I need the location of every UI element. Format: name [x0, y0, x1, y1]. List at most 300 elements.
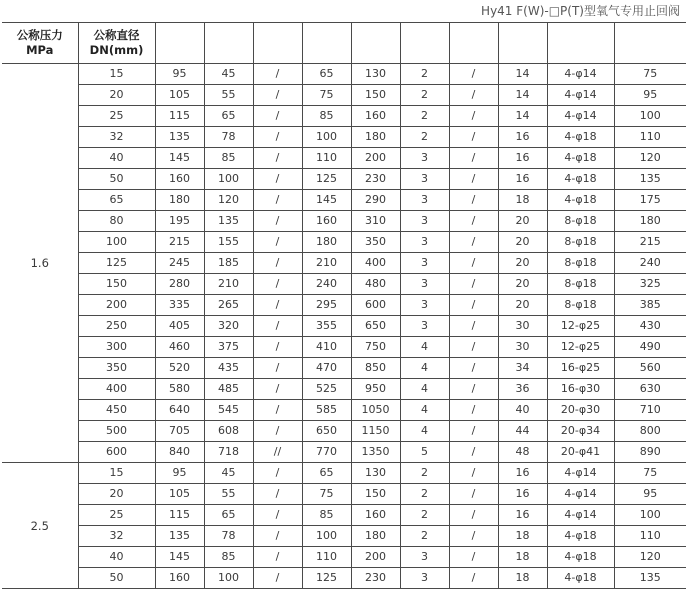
table-cell: 430: [614, 316, 686, 337]
table-cell: /: [253, 568, 302, 589]
table-cell: 20: [498, 295, 547, 316]
table-cell: 4: [400, 421, 449, 442]
table-cell: 608: [204, 421, 253, 442]
table-cell: 180: [614, 211, 686, 232]
diameter-cell: 50: [78, 568, 155, 589]
pressure-header-label: 公称压力: [16, 28, 63, 42]
table-cell: 135: [614, 169, 686, 190]
table-cell: 4-φ18: [547, 190, 614, 211]
table-cell: 1350: [351, 442, 400, 463]
table-cell: /: [449, 547, 498, 568]
diameter-header: [78, 23, 155, 64]
diameter-cell: 300: [78, 337, 155, 358]
diameter-cell: 20: [78, 484, 155, 505]
table-cell: /: [253, 211, 302, 232]
table-cell: 200: [351, 148, 400, 169]
table-cell: 65: [302, 463, 351, 484]
table-row: [2, 358, 686, 379]
table-cell: 150: [351, 484, 400, 505]
table-row: [2, 85, 686, 106]
table-cell: 18: [498, 190, 547, 211]
table-row: [2, 127, 686, 148]
table-cell: 16-φ25: [547, 358, 614, 379]
table-cell: 490: [614, 337, 686, 358]
table-cell: 160: [302, 211, 351, 232]
table-row: [2, 421, 686, 442]
diameter-cell: 25: [78, 106, 155, 127]
table-cell: 3: [400, 211, 449, 232]
table-cell: 55: [204, 85, 253, 106]
table-cell: 480: [351, 274, 400, 295]
table-cell: 150: [351, 85, 400, 106]
table-cell: 115: [155, 505, 204, 526]
table-cell: 85: [204, 148, 253, 169]
table-cell: /: [253, 379, 302, 400]
table-cell: 200: [351, 547, 400, 568]
table-cell: 75: [302, 484, 351, 505]
table-cell: 4: [400, 379, 449, 400]
table-cell: 750: [351, 337, 400, 358]
table-cell: 20-φ34: [547, 421, 614, 442]
table-cell: 16-φ30: [547, 379, 614, 400]
table-row: [2, 484, 686, 505]
table-cell: /: [449, 211, 498, 232]
blank-header: [614, 23, 686, 64]
table-cell: 44: [498, 421, 547, 442]
table-cell: 16: [498, 169, 547, 190]
table-cell: 520: [155, 358, 204, 379]
table-cell: 2: [400, 106, 449, 127]
table-cell: 20: [498, 211, 547, 232]
table-cell: 75: [614, 463, 686, 484]
table-cell: /: [449, 568, 498, 589]
table-cell: /: [253, 337, 302, 358]
diameter-cell: 500: [78, 421, 155, 442]
table-cell: 4-φ14: [547, 505, 614, 526]
diameter-cell: 80: [78, 211, 155, 232]
table-cell: 3: [400, 190, 449, 211]
table-cell: 160: [351, 505, 400, 526]
table-cell: 100: [614, 505, 686, 526]
table-cell: /: [253, 190, 302, 211]
table-row: [2, 526, 686, 547]
table-cell: 120: [204, 190, 253, 211]
table-cell: 95: [155, 463, 204, 484]
table-cell: /: [253, 85, 302, 106]
table-cell: 3: [400, 547, 449, 568]
table-cell: /: [253, 400, 302, 421]
table-cell: 8-φ18: [547, 211, 614, 232]
table-cell: 40: [498, 400, 547, 421]
table-cell: //: [253, 442, 302, 463]
table-cell: 95: [614, 484, 686, 505]
table-cell: 85: [302, 505, 351, 526]
table-cell: 18: [498, 547, 547, 568]
blank-header: [204, 23, 253, 64]
table-cell: /: [253, 316, 302, 337]
table-cell: 100: [302, 127, 351, 148]
pressure-header: [2, 23, 78, 64]
table-cell: /: [449, 106, 498, 127]
table-cell: 4-φ18: [547, 127, 614, 148]
table-cell: 4: [400, 337, 449, 358]
table-row: [2, 211, 686, 232]
table-cell: 20-φ30: [547, 400, 614, 421]
table-cell: 3: [400, 169, 449, 190]
table-row: [2, 505, 686, 526]
table-cell: 100: [204, 568, 253, 589]
table-cell: 20-φ41: [547, 442, 614, 463]
table-row: [2, 547, 686, 568]
table-cell: 110: [614, 526, 686, 547]
table-cell: 16: [498, 505, 547, 526]
table-cell: 65: [302, 64, 351, 85]
table-cell: /: [253, 358, 302, 379]
table-cell: /: [253, 169, 302, 190]
diameter-cell: 100: [78, 232, 155, 253]
table-cell: 485: [204, 379, 253, 400]
table-cell: 800: [614, 421, 686, 442]
table-cell: 125: [302, 568, 351, 589]
diameter-cell: 15: [78, 64, 155, 85]
table-cell: /: [449, 85, 498, 106]
table-cell: 4-φ18: [547, 568, 614, 589]
table-cell: 545: [204, 400, 253, 421]
table-cell: 770: [302, 442, 351, 463]
table-row: [2, 568, 686, 589]
table-cell: 3: [400, 316, 449, 337]
table-row: [2, 379, 686, 400]
blank-header: [449, 23, 498, 64]
table-cell: 8-φ18: [547, 274, 614, 295]
diameter-cell: 65: [78, 190, 155, 211]
table-cell: 290: [351, 190, 400, 211]
table-cell: 950: [351, 379, 400, 400]
table-cell: 125: [302, 169, 351, 190]
table-row: [2, 253, 686, 274]
table-cell: 100: [302, 526, 351, 547]
diameter-cell: 400: [78, 379, 155, 400]
diameter-header-label: 公称直径: [93, 28, 140, 42]
table-cell: 295: [302, 295, 351, 316]
table-cell: 240: [302, 274, 351, 295]
table-cell: 355: [302, 316, 351, 337]
table-cell: 135: [155, 526, 204, 547]
table-cell: 110: [302, 547, 351, 568]
table-cell: 405: [155, 316, 204, 337]
table-cell: 1050: [351, 400, 400, 421]
diameter-cell: 40: [78, 547, 155, 568]
table-cell: 180: [351, 526, 400, 547]
table-cell: 245: [155, 253, 204, 274]
table-cell: /: [449, 316, 498, 337]
diameter-cell: 350: [78, 358, 155, 379]
table-cell: 280: [155, 274, 204, 295]
table-cell: 120: [614, 148, 686, 169]
diameter-cell: 32: [78, 127, 155, 148]
table-cell: /: [449, 358, 498, 379]
table-cell: /: [449, 232, 498, 253]
table-cell: 130: [351, 463, 400, 484]
diameter-cell: 50: [78, 169, 155, 190]
diameter-cell: 32: [78, 526, 155, 547]
table-cell: 4-φ14: [547, 463, 614, 484]
spec-table-body: [2, 64, 686, 589]
table-cell: 180: [302, 232, 351, 253]
table-row: [2, 274, 686, 295]
table-cell: 18: [498, 526, 547, 547]
table-cell: 45: [204, 463, 253, 484]
table-cell: 20: [498, 253, 547, 274]
table-cell: 3: [400, 274, 449, 295]
table-cell: 560: [614, 358, 686, 379]
table-cell: 115: [155, 106, 204, 127]
blank-header: [547, 23, 614, 64]
table-cell: 210: [302, 253, 351, 274]
blank-header: [400, 23, 449, 64]
table-row: [2, 169, 686, 190]
table-cell: 2: [400, 64, 449, 85]
table-cell: 3: [400, 568, 449, 589]
table-cell: 16: [498, 148, 547, 169]
table-cell: 600: [351, 295, 400, 316]
table-cell: /: [253, 463, 302, 484]
table-cell: 95: [614, 85, 686, 106]
table-cell: 230: [351, 568, 400, 589]
table-cell: 75: [614, 64, 686, 85]
table-cell: 85: [204, 547, 253, 568]
table-cell: 215: [614, 232, 686, 253]
table-cell: 12-φ25: [547, 337, 614, 358]
table-cell: 4-φ18: [547, 526, 614, 547]
blank-header: [498, 23, 547, 64]
table-cell: 145: [155, 148, 204, 169]
blank-header: [253, 23, 302, 64]
table-cell: 630: [614, 379, 686, 400]
table-cell: 4: [400, 400, 449, 421]
table-row: [2, 463, 686, 484]
diameter-header-unit: DN(mm): [89, 43, 144, 57]
table-cell: 135: [155, 127, 204, 148]
table-cell: 195: [155, 211, 204, 232]
table-cell: 4-φ14: [547, 106, 614, 127]
table-cell: 265: [204, 295, 253, 316]
table-cell: /: [449, 484, 498, 505]
table-cell: /: [253, 484, 302, 505]
table-cell: /: [449, 463, 498, 484]
table-cell: 718: [204, 442, 253, 463]
table-cell: 4-φ14: [547, 85, 614, 106]
table-cell: 20: [498, 274, 547, 295]
table-cell: 3: [400, 148, 449, 169]
table-cell: 30: [498, 316, 547, 337]
table-cell: 3: [400, 232, 449, 253]
table-cell: /: [253, 547, 302, 568]
table-cell: 4-φ18: [547, 547, 614, 568]
table-cell: 400: [351, 253, 400, 274]
table-cell: 180: [155, 190, 204, 211]
table-cell: 320: [204, 316, 253, 337]
spec-table: [2, 22, 686, 589]
table-row: [2, 316, 686, 337]
diameter-cell: 200: [78, 295, 155, 316]
table-cell: 650: [351, 316, 400, 337]
table-cell: 160: [155, 169, 204, 190]
table-cell: 4-φ18: [547, 148, 614, 169]
table-cell: 640: [155, 400, 204, 421]
table-cell: 20: [498, 232, 547, 253]
table-cell: /: [449, 64, 498, 85]
table-cell: 18: [498, 568, 547, 589]
table-row: [2, 64, 686, 85]
table-cell: /: [449, 505, 498, 526]
table-cell: /: [449, 379, 498, 400]
table-cell: 34: [498, 358, 547, 379]
table-cell: 110: [302, 148, 351, 169]
table-cell: 4-φ14: [547, 64, 614, 85]
table-row: [2, 337, 686, 358]
table-cell: 16: [498, 484, 547, 505]
table-cell: 705: [155, 421, 204, 442]
table-cell: /: [253, 295, 302, 316]
table-cell: 4-φ18: [547, 169, 614, 190]
table-cell: 36: [498, 379, 547, 400]
table-cell: 4-φ14: [547, 484, 614, 505]
table-cell: 325: [614, 274, 686, 295]
table-cell: 2: [400, 526, 449, 547]
table-cell: /: [449, 274, 498, 295]
table-cell: 470: [302, 358, 351, 379]
table-cell: 95: [155, 64, 204, 85]
table-cell: 2: [400, 463, 449, 484]
table-cell: 1150: [351, 421, 400, 442]
table-cell: 335: [155, 295, 204, 316]
table-cell: 2: [400, 85, 449, 106]
table-cell: 180: [351, 127, 400, 148]
table-cell: 160: [155, 568, 204, 589]
diameter-cell: 600: [78, 442, 155, 463]
table-row: [2, 295, 686, 316]
table-cell: 145: [155, 547, 204, 568]
table-cell: 75: [302, 85, 351, 106]
diameter-cell: 40: [78, 148, 155, 169]
table-cell: 580: [155, 379, 204, 400]
blank-header: [155, 23, 204, 64]
table-cell: 30: [498, 337, 547, 358]
table-cell: /: [449, 400, 498, 421]
table-cell: 8-φ18: [547, 295, 614, 316]
header-row: [2, 23, 686, 64]
blank-header: [351, 23, 400, 64]
table-cell: 410: [302, 337, 351, 358]
table-cell: 160: [351, 106, 400, 127]
table-cell: 105: [155, 484, 204, 505]
table-cell: 14: [498, 64, 547, 85]
table-cell: 135: [614, 568, 686, 589]
table-cell: 3: [400, 253, 449, 274]
table-cell: /: [449, 337, 498, 358]
table-cell: /: [449, 190, 498, 211]
table-cell: 710: [614, 400, 686, 421]
table-row: [2, 190, 686, 211]
table-cell: 85: [302, 106, 351, 127]
table-cell: 8-φ18: [547, 253, 614, 274]
table-cell: /: [253, 505, 302, 526]
table-cell: /: [449, 526, 498, 547]
table-cell: /: [449, 253, 498, 274]
table-cell: 230: [351, 169, 400, 190]
table-cell: 585: [302, 400, 351, 421]
table-cell: 4: [400, 358, 449, 379]
table-cell: /: [253, 148, 302, 169]
table-cell: 2: [400, 505, 449, 526]
table-cell: 435: [204, 358, 253, 379]
diameter-cell: 250: [78, 316, 155, 337]
table-cell: 2: [400, 127, 449, 148]
table-cell: 55: [204, 484, 253, 505]
table-cell: 16: [498, 127, 547, 148]
table-title: Hy41 F(W)-□P(T)型氧气专用止回阀: [481, 4, 680, 18]
table-cell: 65: [204, 106, 253, 127]
table-cell: /: [253, 421, 302, 442]
table-cell: /: [253, 232, 302, 253]
table-cell: 48: [498, 442, 547, 463]
diameter-cell: 450: [78, 400, 155, 421]
table-cell: 16: [498, 463, 547, 484]
table-cell: 130: [351, 64, 400, 85]
table-cell: 840: [155, 442, 204, 463]
table-cell: 120: [614, 547, 686, 568]
table-row: [2, 106, 686, 127]
table-row: [2, 400, 686, 421]
pressure-header-unit: MPa: [26, 43, 54, 57]
table-cell: 890: [614, 442, 686, 463]
table-cell: /: [449, 169, 498, 190]
table-cell: /: [449, 148, 498, 169]
table-cell: /: [449, 295, 498, 316]
table-cell: 185: [204, 253, 253, 274]
table-cell: 2: [400, 484, 449, 505]
diameter-cell: 15: [78, 463, 155, 484]
table-cell: 78: [204, 526, 253, 547]
table-cell: 100: [614, 106, 686, 127]
table-cell: 525: [302, 379, 351, 400]
table-cell: 375: [204, 337, 253, 358]
table-cell: /: [253, 274, 302, 295]
table-row: [2, 232, 686, 253]
table-cell: 105: [155, 85, 204, 106]
table-cell: /: [449, 442, 498, 463]
table-cell: 3: [400, 295, 449, 316]
diameter-cell: 20: [78, 85, 155, 106]
table-cell: 110: [614, 127, 686, 148]
table-cell: 45: [204, 64, 253, 85]
table-cell: 155: [204, 232, 253, 253]
table-cell: 8-φ18: [547, 232, 614, 253]
table-cell: 100: [204, 169, 253, 190]
table-cell: 210: [204, 274, 253, 295]
diameter-cell: 150: [78, 274, 155, 295]
table-cell: 310: [351, 211, 400, 232]
diameter-cell: 25: [78, 505, 155, 526]
table-cell: 650: [302, 421, 351, 442]
table-cell: 850: [351, 358, 400, 379]
table-cell: 460: [155, 337, 204, 358]
diameter-cell: 125: [78, 253, 155, 274]
table-cell: 65: [204, 505, 253, 526]
table-cell: 14: [498, 85, 547, 106]
table-cell: 240: [614, 253, 686, 274]
